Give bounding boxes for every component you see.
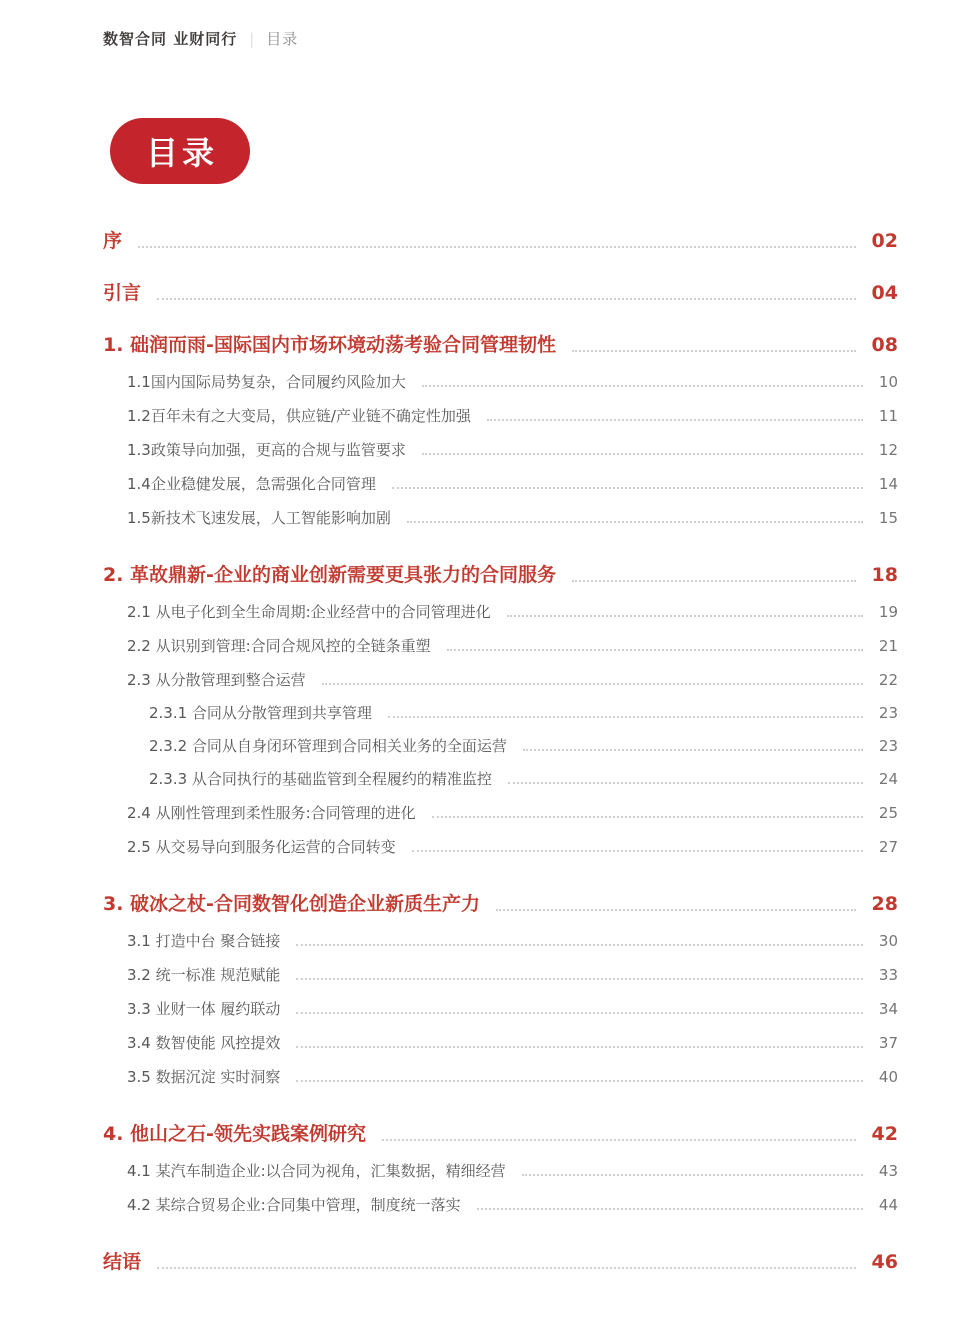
dotted-leader — [508, 782, 863, 784]
toc-entry — [103, 1121, 898, 1147]
toc-entry — [103, 280, 898, 306]
toc-entry-label: 1.4企业稳健发展，急需强化合同管理 — [127, 475, 376, 493]
toc-entry-page: 14 — [878, 475, 898, 493]
toc-entry — [103, 769, 898, 790]
toc-entry — [103, 406, 898, 427]
dotted-leader — [296, 1080, 863, 1082]
toc-entry-label: 4.2 某综合贸易企业:合同集中管理，制度统一落实 — [127, 1196, 461, 1214]
toc-entry-label: 引言 — [103, 282, 142, 304]
toc-entry-page: 27 — [878, 838, 898, 856]
dotted-leader — [487, 419, 863, 421]
toc-title-badge — [110, 118, 250, 184]
toc-entry — [103, 1033, 898, 1054]
toc-entry — [103, 670, 898, 691]
toc-entry — [103, 736, 898, 757]
header-section-label: 目录 — [266, 30, 299, 48]
toc-entry-page: 28 — [871, 893, 898, 915]
toc-entry-page: 37 — [878, 1034, 898, 1052]
toc-entry-label: 3.2 统一标准 规范赋能 — [127, 966, 281, 984]
toc-entry — [103, 440, 898, 461]
dotted-leader — [296, 1012, 863, 1014]
dotted-leader — [412, 850, 863, 852]
toc-entry-label: 2.3.1 合同从分散管理到共享管理 — [149, 704, 372, 722]
toc-entry-page: 22 — [878, 671, 898, 689]
toc-entry — [103, 999, 898, 1020]
toc-entry-page: 10 — [878, 373, 898, 391]
dotted-leader — [392, 487, 863, 489]
toc-entry-page: 42 — [871, 1123, 898, 1145]
dotted-leader — [138, 246, 856, 248]
toc-entry-label: 4.1 某汽车制造企业:以合同为视角，汇集数据，精细经营 — [127, 1162, 506, 1180]
toc-entry-page: 44 — [878, 1196, 898, 1214]
toc-entry — [103, 508, 898, 529]
toc-entry — [103, 1249, 898, 1275]
toc-entry-label: 1. 础润而雨-国际国内市场环境动荡考验合同管理韧性 — [103, 334, 556, 356]
dotted-leader — [572, 580, 856, 582]
toc-entry-label: 2.3.3 从合同执行的基础监管到全程履约的精准监控 — [149, 770, 492, 788]
toc-entry-page: 24 — [878, 770, 898, 788]
dotted-leader — [296, 944, 863, 946]
dotted-leader — [432, 816, 863, 818]
toc-entry-label: 3.3 业财一体 履约联动 — [127, 1000, 281, 1018]
toc-entry-page: 40 — [878, 1068, 898, 1086]
toc-entry-label: 2.3 从分散管理到整合运营 — [127, 671, 306, 689]
dotted-leader — [422, 385, 863, 387]
dotted-leader — [422, 453, 863, 455]
dotted-leader — [322, 683, 863, 685]
toc-entry-label: 2.5 从交易导向到服务化运营的合同转变 — [127, 838, 396, 856]
toc-entry — [103, 332, 898, 358]
toc-entry — [103, 931, 898, 952]
toc-entry-label: 1.5新技术飞速发展，人工智能影响加剧 — [127, 509, 391, 527]
toc-entry-page: 02 — [871, 230, 898, 252]
toc-entry — [103, 1161, 898, 1182]
dotted-leader — [572, 350, 856, 352]
toc-entry-page: 18 — [871, 564, 898, 586]
dotted-leader — [507, 615, 863, 617]
toc-entry — [103, 891, 898, 917]
dotted-leader — [382, 1139, 856, 1141]
toc-entry-label: 3. 破冰之杖-合同数智化创造企业新质生产力 — [103, 893, 480, 915]
toc-entry — [103, 965, 898, 986]
toc-entry-page: 04 — [871, 282, 898, 304]
toc-entry-label: 4. 他山之石-领先实践案例研究 — [103, 1123, 366, 1145]
toc-entry — [103, 636, 898, 657]
dotted-leader — [296, 978, 863, 980]
toc-entry-label: 2.2 从识别到管理:合同合规风控的全链条重塑 — [127, 637, 431, 655]
toc-entry-page: 23 — [878, 704, 898, 722]
running-header — [103, 28, 298, 49]
toc-entry-label: 2.1 从电子化到全生命周期:企业经营中的合同管理进化 — [127, 603, 491, 621]
toc-entry — [103, 1195, 898, 1216]
toc-entry-label: 2.4 从刚性管理到柔性服务:合同管理的进化 — [127, 804, 416, 822]
toc-entry-label: 2. 革故鼎新-企业的商业创新需要更具张力的合同服务 — [103, 564, 556, 586]
toc-entry-label: 序 — [103, 230, 123, 252]
toc-entry-page: 25 — [878, 804, 898, 822]
dotted-leader — [388, 716, 863, 718]
toc-entry-page: 11 — [878, 407, 898, 425]
toc-entry — [103, 837, 898, 858]
toc-entry — [103, 803, 898, 824]
toc-entry-label: 3.1 打造中台 聚合链接 — [127, 932, 281, 950]
toc-entry-label: 3.5 数据沉淀 实时洞察 — [127, 1068, 281, 1086]
toc-entry-page: 12 — [878, 441, 898, 459]
dotted-leader — [296, 1046, 863, 1048]
toc-entry-page: 34 — [878, 1000, 898, 1018]
toc-entry-label: 结语 — [103, 1251, 142, 1273]
dotted-leader — [522, 1174, 863, 1176]
toc-list — [103, 228, 898, 1275]
toc-entry — [103, 703, 898, 724]
dotted-leader — [447, 649, 863, 651]
dotted-leader — [157, 298, 856, 300]
toc-entry — [103, 474, 898, 495]
toc-entry-page: 30 — [878, 932, 898, 950]
toc-entry-label: 1.1国内国际局势复杂，合同履约风险加大 — [127, 373, 406, 391]
toc-entry-label: 3.4 数智使能 风控提效 — [127, 1034, 281, 1052]
toc-entry-page: 23 — [878, 737, 898, 755]
toc-entry-page: 46 — [871, 1251, 898, 1273]
toc-entry — [103, 228, 898, 254]
toc-entry — [103, 372, 898, 393]
dotted-leader — [407, 521, 863, 523]
toc-entry-page: 21 — [878, 637, 898, 655]
toc-entry-page: 15 — [878, 509, 898, 527]
toc-entry-label: 1.3政策导向加强，更高的合规与监管要求 — [127, 441, 406, 459]
toc-entry-page: 19 — [878, 603, 898, 621]
toc-entry — [103, 602, 898, 623]
toc-entry — [103, 1067, 898, 1088]
toc-entry-page: 08 — [871, 334, 898, 356]
header-divider: | — [249, 29, 255, 48]
dotted-leader — [477, 1208, 863, 1210]
toc-title-badge-label: 目录 — [145, 134, 218, 172]
toc-entry — [103, 562, 898, 588]
toc-entry-label: 1.2百年未有之大变局，供应链/产业链不确定性加强 — [127, 407, 471, 425]
document-title: 数智合同 业财同行 — [103, 30, 238, 48]
dotted-leader — [523, 749, 863, 751]
toc-entry-page: 33 — [878, 966, 898, 984]
toc-entry-page: 43 — [878, 1162, 898, 1180]
dotted-leader — [496, 909, 856, 911]
dotted-leader — [157, 1267, 856, 1269]
toc-entry-label: 2.3.2 合同从自身闭环管理到合同相关业务的全面运营 — [149, 737, 507, 755]
